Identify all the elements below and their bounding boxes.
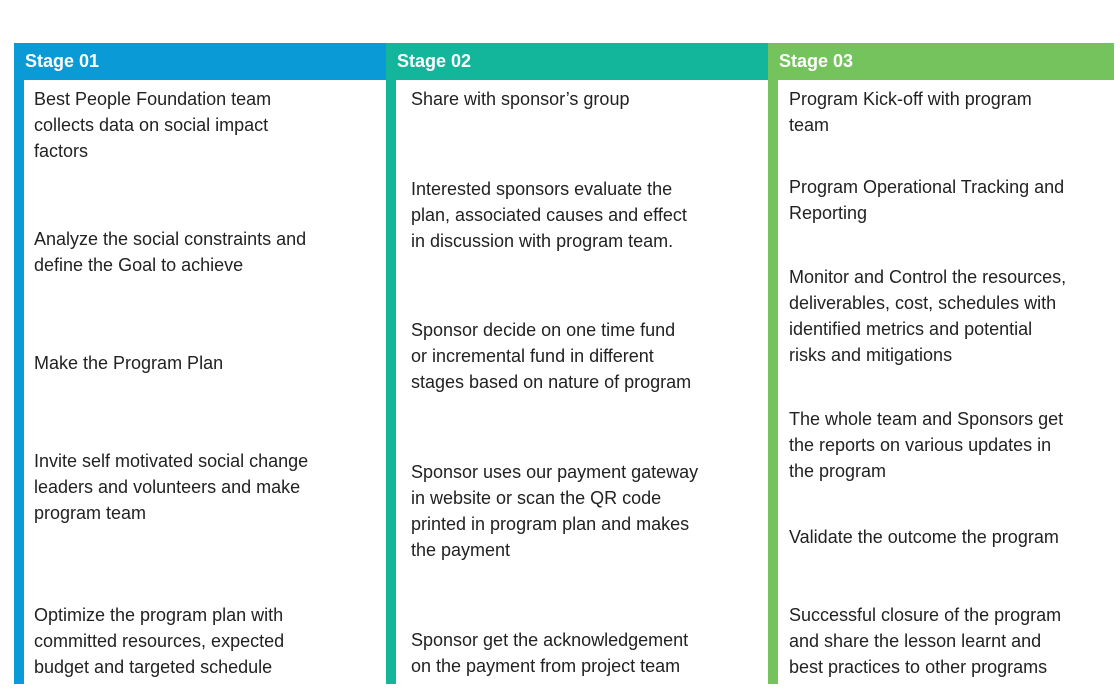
stage-01-step: Best People Foundation team collects data on social impact factors — [34, 89, 272, 161]
stage-01-step: Optimize the program plan with committed resources, expected budget and targeted schedule — [34, 605, 285, 677]
stage-01-step: Make the Program Plan — [34, 353, 224, 373]
stage-02-step: Interested sponsors evaluate the plan, associated causes and effect in discussion with program team. — [411, 179, 687, 251]
stage-03-header: Stage 03 — [768, 43, 1114, 80]
stage-03-column — [768, 43, 1114, 684]
stage-02-steps — [411, 80, 768, 684]
stage-02-step: Share with sponsor’s group — [411, 89, 630, 109]
stage-03-step: Program Kick-off with program team — [789, 89, 1032, 135]
stage-02-header: Stage 02 — [386, 43, 768, 80]
stage-01-step: Invite self motivated social change leaders and volunteers and make program team — [34, 451, 309, 523]
stage-02-step: Sponsor uses our payment gateway in website or scan the QR code printed in program plan and makes the payment — [411, 462, 699, 560]
stage-01-column — [14, 43, 386, 684]
stage-03-step: Program Operational Tracking and Reporting — [789, 177, 1065, 223]
stage-03-step: Validate the outcome the program — [789, 527, 1059, 547]
stage-03-step: Monitor and Control the resources, deliverables, cost, schedules with identified metrics and potential risks and mitigations — [789, 267, 1067, 365]
stage-02-accent-bar — [386, 80, 396, 684]
stage-03-accent-bar — [768, 80, 778, 684]
stage-01-steps — [34, 80, 386, 684]
stage-01-accent-bar — [14, 80, 24, 684]
stage-03-step: The whole team and Sponsors get the reports on various updates in the program — [789, 409, 1064, 481]
stage-01-header: Stage 01 — [14, 43, 386, 80]
stage-03-step: Successful closure of the program and share the lesson learnt and best practices to other programs — [789, 605, 1062, 677]
stage-02-step: Sponsor get the acknowledgement on the payment from project team — [411, 630, 689, 676]
stage-03-steps — [789, 80, 1114, 684]
stage-01-step: Analyze the social constraints and define the Goal to achieve — [34, 229, 307, 275]
stage-02-column — [386, 43, 768, 684]
stage-02-step: Sponsor decide on one time fund or incremental fund in different stages based on nature of program — [411, 320, 692, 392]
